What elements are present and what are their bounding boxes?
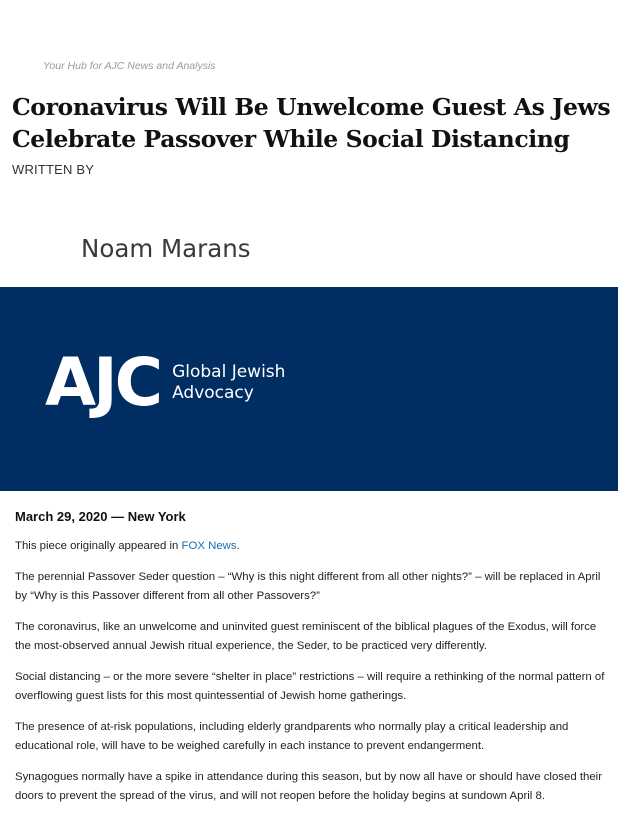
ajc-logo — [45, 344, 286, 421]
paragraph-1: The perennial Passover Seder question – “Why is this night different from all other nights?” – will be replaced in April by “Why is this Passover different from all other Passovers?” — [15, 571, 601, 602]
article-headline: Coronavirus Will Be Unwelcome Guest As Jews Celebrate Passover While Social Distancing — [12, 93, 611, 153]
paragraph-3: Social distancing – or the more severe “shelter in place” restrictions – will require a rethinking of the normal pattern of overflowing guest lists for this most quintessential of Jewish home gatherings. — [15, 671, 605, 702]
fox-news-link[interactable]: FOX News — [181, 540, 237, 552]
paragraph-5: Synagogues normally have a spike in attendance during this season, but by now all have or should have closed their doors to prevent the spread of the virus, and will not reopen before the holiday begins at sundown April 8. — [15, 771, 602, 802]
paragraph-4: The presence of at-risk populations, including elderly grandparents who normally play a critical leadership and educational role, will have to be weighed carefully in each instance to prevent endangerment. — [15, 721, 569, 752]
article-body — [15, 537, 607, 818]
logo-line-1: Global Jewish — [172, 362, 286, 382]
ajc-logo-mark: AJC — [45, 344, 161, 421]
article-dateline: March 29, 2020 — New York — [15, 509, 186, 524]
ajc-logo-text — [172, 362, 285, 404]
logo-line-2: Advocacy — [172, 383, 254, 403]
author-name[interactable]: Noam Marans — [81, 234, 251, 263]
intro-paragraph — [15, 537, 607, 556]
paragraph-2: The coronavirus, like an unwelcome and uninvited guest reminiscent of the biblical plagues of the Exodus, will force the most-observed annual Jewish ritual experience, the Seder, to be practiced very differently. — [15, 621, 597, 652]
intro-prefix: This piece originally appeared in — [15, 540, 182, 552]
intro-suffix: . — [236, 540, 240, 552]
site-tagline: Your Hub for AJC News and Analysis — [43, 60, 216, 72]
written-by-label: WRITTEN BY — [12, 162, 95, 177]
